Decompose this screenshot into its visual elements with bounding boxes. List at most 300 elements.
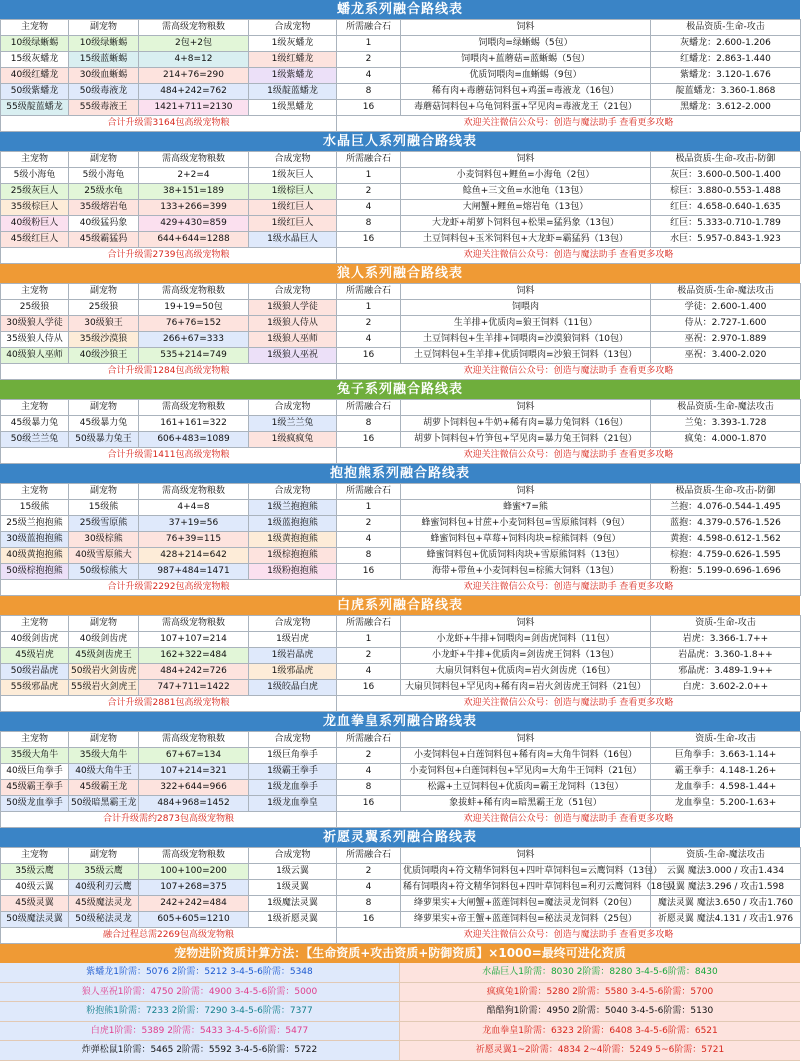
total-food-note: 合计升级需2739包高级宠物粮 xyxy=(1,248,337,264)
section-title: 祈愿灵翼系列融合路线表 xyxy=(0,828,800,847)
table-row xyxy=(1,780,801,796)
cell-a: 45级红巨人 xyxy=(1,232,69,248)
total-food-note: 融合过程总需2269包高级宠物粮 xyxy=(1,928,337,944)
cell-d: 1级邪晶虎 xyxy=(249,664,337,680)
table-row xyxy=(1,500,801,516)
total-food-note: 合计升级需2881包高级宠物粮 xyxy=(1,696,337,712)
cell-d: 1级祈愿灵翼 xyxy=(249,912,337,928)
cell-f: 土豆饲料包+生羊排+饲喂肉=沙漠狼饲料（10包） xyxy=(401,332,651,348)
table-row xyxy=(1,548,801,564)
column-header: 极品资质-生命-魔法攻击 xyxy=(651,284,801,300)
cell-g: 岩虎：3.366-1.7++ xyxy=(651,632,801,648)
cell-e: 16 xyxy=(337,912,401,928)
table-row xyxy=(1,648,801,664)
cell-g: 灰蟠龙：2.600-1.206 xyxy=(651,36,801,52)
table-row xyxy=(1,416,801,432)
column-header: 所需融合石 xyxy=(337,848,401,864)
column-header: 合成宠物 xyxy=(249,848,337,864)
total-food-note: 合计升级需3164包高级宠物粮 xyxy=(1,116,337,132)
calc-row: 紫蟠龙1阶需：5076 2阶需：5212 3-4-5-6阶需：5348 xyxy=(0,963,400,983)
cell-c: 162+322=484 xyxy=(139,648,249,664)
cell-a: 50级岩晶虎 xyxy=(1,664,69,680)
table-row xyxy=(1,896,801,912)
cell-a: 50级棕抱抱熊 xyxy=(1,564,69,580)
cell-g: 水巨：5.957-0.843-1.923 xyxy=(651,232,801,248)
cell-b: 45级魔法灵龙 xyxy=(69,896,139,912)
cell-d: 1级红巨人 xyxy=(249,200,337,216)
section-title: 狼人系列融合路线表 xyxy=(0,264,800,283)
cell-d: 1级巨角拳手 xyxy=(249,748,337,764)
cell-g: 巫祝：3.400-2.020 xyxy=(651,348,801,364)
table-row xyxy=(1,796,801,812)
fusion-table xyxy=(0,19,801,132)
cell-c: 19+19=50包 xyxy=(139,300,249,316)
column-header: 所需融合石 xyxy=(337,732,401,748)
cell-f: 饲喂肉=绿蜥蜴（5包） xyxy=(401,36,651,52)
column-header: 副宠物 xyxy=(69,616,139,632)
calc-column-left xyxy=(0,963,400,1061)
cell-g: 黑蟠龙：3.612-2.000 xyxy=(651,100,801,116)
cell-b: 40级剑齿虎 xyxy=(69,632,139,648)
cell-b: 15级熊 xyxy=(69,500,139,516)
fusion-table xyxy=(0,847,801,944)
fusion-table xyxy=(0,151,801,264)
cell-c: 214+76=290 xyxy=(139,68,249,84)
calc-row: 龙血拳皇1阶需：6323 2阶需：6408 3-4-5-6阶需：6521 xyxy=(400,1022,800,1042)
cell-g: 红巨：4.658-0.640-1.635 xyxy=(651,200,801,216)
cell-a: 40级黄抱抱熊 xyxy=(1,548,69,564)
cell-c: 2包+2包 xyxy=(139,36,249,52)
cell-e: 2 xyxy=(337,748,401,764)
cell-c: 605+605=1210 xyxy=(139,912,249,928)
wechat-note: 欢迎关注微信公众号：创造与魔法助手 查看更多攻略 xyxy=(337,116,801,132)
total-food-note: 合计升级需1411包高级宠物粮 xyxy=(1,448,337,464)
section-title: 龙血拳皇系列融合路线表 xyxy=(0,712,800,731)
cell-f: 小龙虾+牛排+优质肉=剑齿虎王饲料（13包） xyxy=(401,648,651,664)
calc-row: 炸弹松鼠1阶需：5465 2阶需：5592 3-4-5-6阶需：5722 xyxy=(0,1041,400,1061)
cell-e: 8 xyxy=(337,416,401,432)
column-header: 饲料 xyxy=(401,848,651,864)
cell-c: 37+19=56 xyxy=(139,516,249,532)
cell-c: 4+4=8 xyxy=(139,500,249,516)
table-footer-row xyxy=(1,248,801,264)
cell-b: 5级小海龟 xyxy=(69,168,139,184)
cell-a: 45级霸王拳手 xyxy=(1,780,69,796)
cell-a: 25级灰巨人 xyxy=(1,184,69,200)
column-header: 饲料 xyxy=(401,152,651,168)
cell-e: 2 xyxy=(337,52,401,68)
wechat-note: 欢迎关注微信公众号：创造与魔法助手 查看更多攻略 xyxy=(337,696,801,712)
cell-f: 大扇贝饲料包+罕见肉+稀有肉=岩火剑齿虎王饲料（21包） xyxy=(401,680,651,696)
cell-c: 1421+711=2130 xyxy=(139,100,249,116)
column-header: 主宠物 xyxy=(1,848,69,864)
table-row xyxy=(1,300,801,316)
cell-d: 1级红蟠龙 xyxy=(249,52,337,68)
cell-d: 1级灰蟠龙 xyxy=(249,36,337,52)
column-header: 需高级宠物粮数 xyxy=(139,284,249,300)
cell-g: 龙血拳手：4.598-1.44+ xyxy=(651,780,801,796)
cell-c: 747+711=1422 xyxy=(139,680,249,696)
cell-b: 55级毒液王 xyxy=(69,100,139,116)
cell-b: 35级云鹰 xyxy=(69,864,139,880)
cell-a: 35级狼人侍从 xyxy=(1,332,69,348)
cell-e: 8 xyxy=(337,548,401,564)
fusion-table xyxy=(0,615,801,712)
cell-g: 魔法灵翼 魔法3.650 / 攻击1.760 xyxy=(651,896,801,912)
table-row xyxy=(1,748,801,764)
cell-g: 祈愿灵翼 魔法4.131 / 攻击1.976 xyxy=(651,912,801,928)
cell-e: 8 xyxy=(337,216,401,232)
cell-b: 30级棕熊 xyxy=(69,532,139,548)
cell-b: 35级大角牛 xyxy=(69,748,139,764)
cell-g: 灵翼 魔法3.296 / 攻击1.598 xyxy=(651,880,801,896)
calc-row: 白虎1阶需：5389 2阶需：5433 3-4-5-6阶需：5477 xyxy=(0,1022,400,1042)
cell-e: 2 xyxy=(337,648,401,664)
calc-title: 宠物进阶资质计算方法：【生命资质+攻击资质+防御资质】×1000=最终可进化资质 xyxy=(0,944,800,963)
cell-b: 10级绿蜥蜴 xyxy=(69,36,139,52)
cell-g: 黄抱：4.598-0.612-1.562 xyxy=(651,532,801,548)
cell-d: 1级云翼 xyxy=(249,864,337,880)
cell-e: 16 xyxy=(337,232,401,248)
cell-f: 大龙虾+胡萝卜饲料包+松果=猛犸象（13包） xyxy=(401,216,651,232)
cell-a: 30级狼人学徒 xyxy=(1,316,69,332)
cell-a: 55级邪晶虎 xyxy=(1,680,69,696)
wechat-note: 欢迎关注微信公众号：创造与魔法助手 查看更多攻略 xyxy=(337,248,801,264)
cell-f: 饲喂肉+蓝蘑菇=蓝蜥蜴（5包） xyxy=(401,52,651,68)
cell-d: 1级狼人巫祝 xyxy=(249,348,337,364)
cell-g: 棕抱：4.759-0.626-1.595 xyxy=(651,548,801,564)
cell-b: 50级毒液龙 xyxy=(69,84,139,100)
cell-d: 1级灰巨人 xyxy=(249,168,337,184)
cell-a: 50级紫蟠龙 xyxy=(1,84,69,100)
cell-a: 30级蓝抱抱熊 xyxy=(1,532,69,548)
column-header: 需高级宠物粮数 xyxy=(139,152,249,168)
cell-g: 巫祝：2.970-1.889 xyxy=(651,332,801,348)
cell-d: 1级龙血拳皇 xyxy=(249,796,337,812)
cell-g: 侍从：2.727-1.600 xyxy=(651,316,801,332)
table-row xyxy=(1,68,801,84)
column-header: 资质-生命-魔法攻击 xyxy=(651,848,801,864)
cell-b: 45级暴力兔 xyxy=(69,416,139,432)
cell-f: 毒蘑菇饲料包+乌龟饲料蛋+罕见肉=毒液龙王（21包） xyxy=(401,100,651,116)
table-row xyxy=(1,200,801,216)
cell-g: 龙血拳皇：5.200-1.63+ xyxy=(651,796,801,812)
cell-c: 4+8=12 xyxy=(139,52,249,68)
cell-b: 40级猛犸象 xyxy=(69,216,139,232)
cell-b: 40级大角牛王 xyxy=(69,764,139,780)
column-header: 主宠物 xyxy=(1,152,69,168)
table-row xyxy=(1,864,801,880)
cell-d: 1级兰兰兔 xyxy=(249,416,337,432)
table-footer-row xyxy=(1,696,801,712)
table-header-row xyxy=(1,400,801,416)
cell-e: 8 xyxy=(337,84,401,100)
table-row xyxy=(1,100,801,116)
cell-b: 50级岩火剑齿虎 xyxy=(69,664,139,680)
cell-g: 紫蟠龙：3.120-1.676 xyxy=(651,68,801,84)
cell-c: 987+484=1471 xyxy=(139,564,249,580)
cell-a: 45级岩虎 xyxy=(1,648,69,664)
table-footer-row xyxy=(1,448,801,464)
table-footer-row xyxy=(1,364,801,380)
column-header: 需高级宠物粮数 xyxy=(139,848,249,864)
wechat-note: 欢迎关注微信公众号：创造与魔法助手 查看更多攻略 xyxy=(337,928,801,944)
column-header: 资质-生命-攻击 xyxy=(651,732,801,748)
cell-c: 606+483=1089 xyxy=(139,432,249,448)
cell-d: 1级紫蟠龙 xyxy=(249,68,337,84)
cell-e: 16 xyxy=(337,100,401,116)
cell-e: 16 xyxy=(337,564,401,580)
section-title: 兔子系列融合路线表 xyxy=(0,380,800,399)
calc-row: 水晶巨人1阶需：8030 2阶需：8280 3-4-5-6阶需：8430 xyxy=(400,963,800,983)
wechat-note: 欢迎关注微信公众号：创造与魔法助手 查看更多攻略 xyxy=(337,448,801,464)
cell-f: 优质饲喂肉=血蜥蜴（9包） xyxy=(401,68,651,84)
table-row xyxy=(1,348,801,364)
table-row xyxy=(1,680,801,696)
cell-a: 55级靛蓝蟠龙 xyxy=(1,100,69,116)
column-header: 极品资质-生命-攻击-防御 xyxy=(651,152,801,168)
table-row xyxy=(1,880,801,896)
cell-e: 4 xyxy=(337,880,401,896)
cell-d: 1级蓝抱抱熊 xyxy=(249,516,337,532)
table-row xyxy=(1,516,801,532)
cell-d: 1级霸王拳手 xyxy=(249,764,337,780)
cell-e: 2 xyxy=(337,316,401,332)
cell-c: 107+268=375 xyxy=(139,880,249,896)
table-row xyxy=(1,664,801,680)
cell-e: 2 xyxy=(337,184,401,200)
cell-b: 30级血蜥蜴 xyxy=(69,68,139,84)
cell-f: 饲喂肉 xyxy=(401,300,651,316)
table-row xyxy=(1,168,801,184)
cell-e: 1 xyxy=(337,168,401,184)
cell-a: 40级剑齿虎 xyxy=(1,632,69,648)
wechat-note: 欢迎关注微信公众号：创造与魔法助手 查看更多攻略 xyxy=(337,812,801,828)
cell-d: 1级黑蟠龙 xyxy=(249,100,337,116)
table-footer-row xyxy=(1,928,801,944)
cell-d: 1级岩晶虎 xyxy=(249,648,337,664)
cell-a: 40级粉巨人 xyxy=(1,216,69,232)
cell-f: 蜂蜜饲料包+优质饲料肉块+雪原熊饲料（13包） xyxy=(401,548,651,564)
column-header: 需高级宠物粮数 xyxy=(139,400,249,416)
cell-d: 1级棕抱抱熊 xyxy=(249,548,337,564)
cell-f: 绛萝果实+帝王蟹+蓝莲饲料包=秘法灵龙饲料（25包） xyxy=(401,912,651,928)
column-header: 合成宠物 xyxy=(249,616,337,632)
cell-g: 白虎：3.602-2.0++ xyxy=(651,680,801,696)
cell-g: 红巨：5.333-0.710-1.789 xyxy=(651,216,801,232)
cell-b: 35级沙漠狼 xyxy=(69,332,139,348)
cell-b: 45级霸王龙 xyxy=(69,780,139,796)
table-row xyxy=(1,564,801,580)
cell-e: 1 xyxy=(337,300,401,316)
section-title: 抱抱熊系列融合路线表 xyxy=(0,464,800,483)
column-header: 副宠物 xyxy=(69,400,139,416)
cell-d: 1级狼人学徒 xyxy=(249,300,337,316)
cell-b: 40级雪原熊大 xyxy=(69,548,139,564)
cell-e: 4 xyxy=(337,764,401,780)
column-header: 合成宠物 xyxy=(249,20,337,36)
total-food-note: 合计升级需约2873包高级宠物粮 xyxy=(1,812,337,828)
cell-a: 25级狼 xyxy=(1,300,69,316)
calc-row: 酷酷狗1阶需：4950 2阶需：5040 3-4-5-6阶需：5130 xyxy=(400,1002,800,1022)
column-header: 副宠物 xyxy=(69,20,139,36)
cell-c: 107+214=321 xyxy=(139,764,249,780)
column-header: 合成宠物 xyxy=(249,732,337,748)
wechat-note: 欢迎关注微信公众号：创造与魔法助手 查看更多攻略 xyxy=(337,364,801,380)
cell-c: 535+214=749 xyxy=(139,348,249,364)
column-header: 主宠物 xyxy=(1,284,69,300)
cell-g: 棕巨：3.880-0.553-1.488 xyxy=(651,184,801,200)
cell-e: 8 xyxy=(337,780,401,796)
table-row xyxy=(1,632,801,648)
cell-c: 100+100=200 xyxy=(139,864,249,880)
table-footer-row xyxy=(1,812,801,828)
cell-b: 30级狼王 xyxy=(69,316,139,332)
column-header: 主宠物 xyxy=(1,484,69,500)
cell-e: 16 xyxy=(337,432,401,448)
cell-c: 76+76=152 xyxy=(139,316,249,332)
column-header: 饲料 xyxy=(401,20,651,36)
column-header: 资质-生命-攻击 xyxy=(651,616,801,632)
table-row xyxy=(1,52,801,68)
cell-f: 小麦饲料包+白莲饲料包+罕见肉=大角牛王饲料（21包） xyxy=(401,764,651,780)
cell-c: 38+151=189 xyxy=(139,184,249,200)
table-row xyxy=(1,764,801,780)
cell-f: 小龙虾+牛排+饲喂肉=剑齿虎饲料（11包） xyxy=(401,632,651,648)
cell-e: 1 xyxy=(337,500,401,516)
column-header: 需高级宠物粮数 xyxy=(139,616,249,632)
calc-row: 疯疯兔1阶需：5280 2阶需：5580 3-4-5-6阶需：5700 xyxy=(400,983,800,1003)
cell-e: 1 xyxy=(337,36,401,52)
cell-b: 55级岩火剑虎王 xyxy=(69,680,139,696)
cell-f: 海带+带鱼+小麦饲料包=棕熊大饲料（13包） xyxy=(401,564,651,580)
cell-f: 大闸蟹+鲤鱼=熔岩龟（13包） xyxy=(401,200,651,216)
table-row xyxy=(1,84,801,100)
cell-g: 巨角拳手：3.663-1.14+ xyxy=(651,748,801,764)
calc-column-right xyxy=(400,963,800,1061)
cell-g: 岩晶虎：3.360-1.8++ xyxy=(651,648,801,664)
cell-c: 484+242=762 xyxy=(139,84,249,100)
cell-f: 绛萝果实+大闸蟹+蓝莲饲料包=魔法灵龙饲料（20包） xyxy=(401,896,651,912)
cell-f: 鲶鱼+三文鱼=水池龟（13包） xyxy=(401,184,651,200)
cell-g: 兰抱：4.076-0.544-1.495 xyxy=(651,500,801,516)
cell-d: 1级兰抱抱熊 xyxy=(249,500,337,516)
cell-a: 45级暴力兔 xyxy=(1,416,69,432)
cell-b: 50级棕熊大 xyxy=(69,564,139,580)
cell-c: 67+67=134 xyxy=(139,748,249,764)
table-row xyxy=(1,332,801,348)
cell-c: 161+161=322 xyxy=(139,416,249,432)
cell-g: 灰巨：3.600-0.500-1.400 xyxy=(651,168,801,184)
cell-a: 25级兰抱抱熊 xyxy=(1,516,69,532)
cell-d: 1级岩虎 xyxy=(249,632,337,648)
table-header-row xyxy=(1,732,801,748)
cell-c: 242+242=484 xyxy=(139,896,249,912)
cell-f: 小麦饲料包+白莲饲料包+稀有肉=大角牛饲料（16包） xyxy=(401,748,651,764)
column-header: 所需融合石 xyxy=(337,284,401,300)
cell-a: 35级棕巨人 xyxy=(1,200,69,216)
column-header: 饲料 xyxy=(401,484,651,500)
cell-g: 邪晶虎：3.489-1.9++ xyxy=(651,664,801,680)
column-header: 极品资质-生命-攻击 xyxy=(651,20,801,36)
column-header: 主宠物 xyxy=(1,400,69,416)
calc-grid xyxy=(0,963,800,1061)
table-header-row xyxy=(1,484,801,500)
cell-d: 1级狼人侍从 xyxy=(249,316,337,332)
cell-g: 粉抱：5.199-0.696-1.696 xyxy=(651,564,801,580)
total-food-note: 合计升级需1284包高级宠物粮 xyxy=(1,364,337,380)
column-header: 所需融合石 xyxy=(337,616,401,632)
cell-f: 土豆饲料包+生羊排+优质饲喂肉=沙狼王饲料（13包） xyxy=(401,348,651,364)
column-header: 所需融合石 xyxy=(337,484,401,500)
cell-f: 胡萝卜饲料包+竹笋包+罕见肉=暴力兔王饲料（21包） xyxy=(401,432,651,448)
column-header: 合成宠物 xyxy=(249,284,337,300)
column-header: 极品资质-生命-攻击-防御 xyxy=(651,484,801,500)
cell-g: 蓝抱：4.379-0.576-1.526 xyxy=(651,516,801,532)
cell-e: 4 xyxy=(337,332,401,348)
fusion-table xyxy=(0,283,801,380)
cell-a: 45级灵翼 xyxy=(1,896,69,912)
cell-b: 25级狼 xyxy=(69,300,139,316)
cell-a: 15级灰蟠龙 xyxy=(1,52,69,68)
cell-e: 4 xyxy=(337,664,401,680)
section-title: 水晶巨人系列融合路线表 xyxy=(0,132,800,151)
cell-d: 1级水晶巨人 xyxy=(249,232,337,248)
cell-c: 2+2=4 xyxy=(139,168,249,184)
cell-b: 45级霸猛犸 xyxy=(69,232,139,248)
cell-f: 稀有饲喂肉+符文精华饲料包+四叶草饲料包=利刃云鹰饲料（18包） xyxy=(401,880,651,896)
cell-d: 1级靛蓝蟠龙 xyxy=(249,84,337,100)
column-header: 副宠物 xyxy=(69,284,139,300)
cell-c: 428+214=642 xyxy=(139,548,249,564)
fusion-table xyxy=(0,731,801,828)
cell-b: 25级雪原熊 xyxy=(69,516,139,532)
cell-b: 25级水龟 xyxy=(69,184,139,200)
column-header: 所需融合石 xyxy=(337,152,401,168)
cell-f: 蜂蜜饲料包+甘蔗+小麦饲料包=雪原熊饲料（9包） xyxy=(401,516,651,532)
cell-d: 1级龙血拳手 xyxy=(249,780,337,796)
table-header-row xyxy=(1,20,801,36)
cell-f: 土豆饲料包+玉米饲料包+大龙虾=霸猛犸（13包） xyxy=(401,232,651,248)
cell-c: 644+644=1288 xyxy=(139,232,249,248)
column-header: 需高级宠物粮数 xyxy=(139,20,249,36)
column-header: 副宠物 xyxy=(69,484,139,500)
cell-a: 40级红蟠龙 xyxy=(1,68,69,84)
cell-e: 4 xyxy=(337,532,401,548)
calc-row: 祈愿灵翼1~2阶需：4834 2~4阶需：5249 5~6阶需：5721 xyxy=(400,1041,800,1061)
table-header-row xyxy=(1,616,801,632)
cell-c: 484+968=1452 xyxy=(139,796,249,812)
cell-e: 2 xyxy=(337,516,401,532)
cell-e: 16 xyxy=(337,348,401,364)
cell-c: 107+107=214 xyxy=(139,632,249,648)
calc-row: 狼人巫祝1阶需：4750 2阶需：4900 3-4-5-6阶需：5000 xyxy=(0,983,400,1003)
column-header: 饲料 xyxy=(401,400,651,416)
table-footer-row xyxy=(1,580,801,596)
cell-c: 429+430=859 xyxy=(139,216,249,232)
table-row xyxy=(1,216,801,232)
cell-b: 50级暴力兔王 xyxy=(69,432,139,448)
cell-g: 疯兔：4.000-1.870 xyxy=(651,432,801,448)
column-header: 合成宠物 xyxy=(249,152,337,168)
table-header-row xyxy=(1,284,801,300)
cell-d: 1级黄抱抱熊 xyxy=(249,532,337,548)
cell-b: 40级沙狼王 xyxy=(69,348,139,364)
cell-g: 兰兔：3.393-1.728 xyxy=(651,416,801,432)
wechat-note: 欢迎关注微信公众号：创造与魔法助手 查看更多攻略 xyxy=(337,580,801,596)
cell-c: 322+644=966 xyxy=(139,780,249,796)
cell-e: 4 xyxy=(337,68,401,84)
